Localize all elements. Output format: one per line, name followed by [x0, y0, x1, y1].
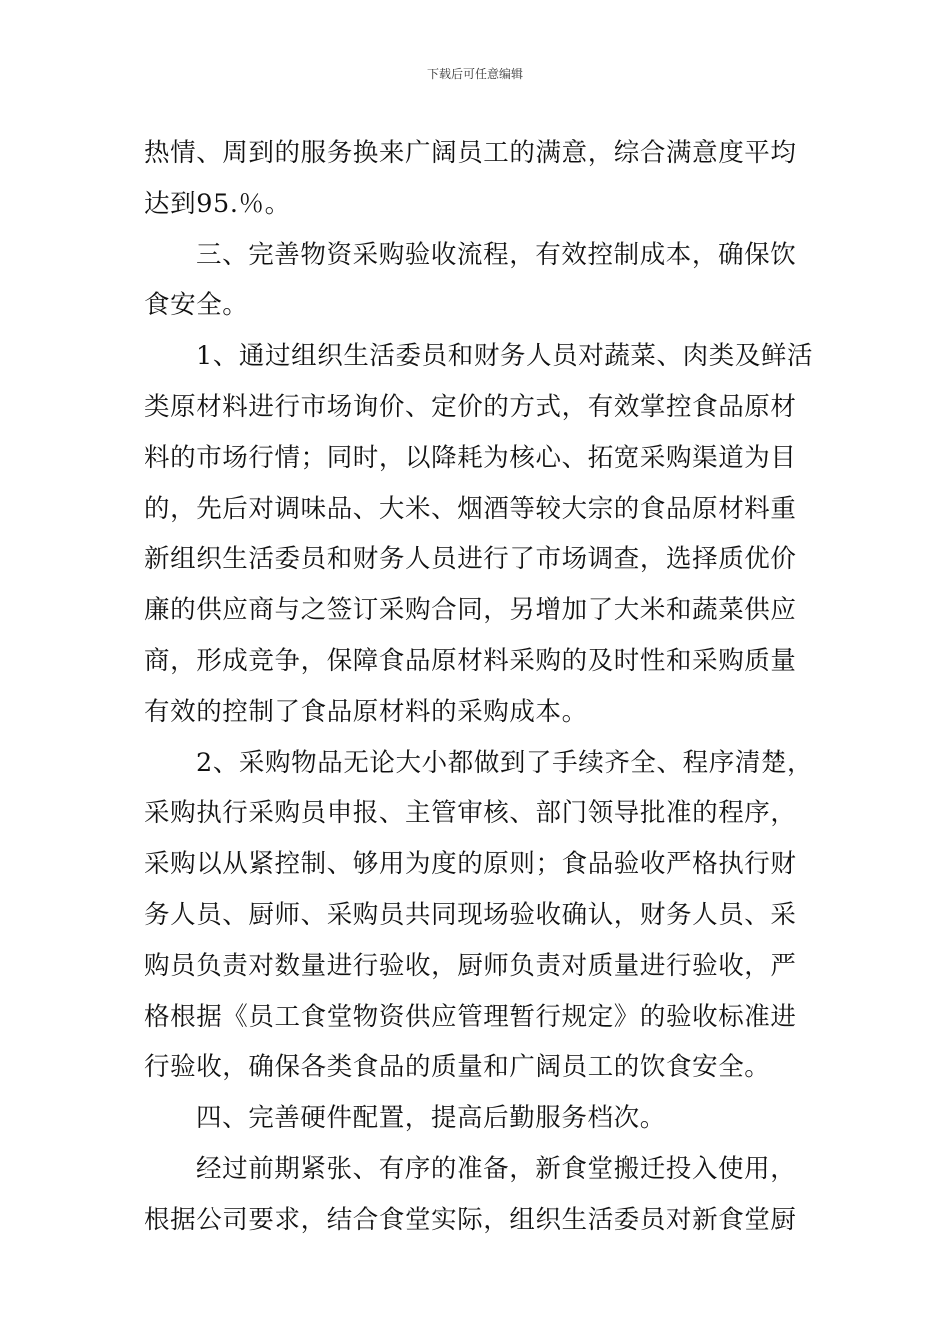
paragraph-5: [144, 1093, 809, 1144]
text-line: 根据公司要求，结合食堂实际，组织生活委员对新食堂厨: [144, 1204, 797, 1235]
text-line: 食安全。: [144, 290, 249, 321]
paragraph-1: [144, 128, 809, 230]
text-line: 购员负责对数量进行验收，厨师负责对质量进行验收，严: [144, 950, 797, 981]
text-line: 的，先后对调味品、大米、烟酒等较大宗的食品原材料重: [144, 493, 797, 524]
text-line: 有效的控制了食品原材料的采购成本。: [144, 696, 588, 727]
paragraph-4: [144, 738, 814, 1094]
text-line: 1、通过组织生活委员和财务人员对蔬菜、肉类及鲜活: [196, 341, 814, 372]
text-line: 务人员、厨师、采购员共同现场验收确认，财务人员、采: [144, 899, 797, 930]
section-heading-three: 三、完善物资采购验收流程，有效控制成本，确保饮: [196, 239, 797, 270]
text-line: 格根据《员工食堂物资供应管理暂行规定》的验收标准进: [144, 1001, 797, 1032]
text-line: 廉的供应商与之签订采购合同，另增加了大米和蔬菜供应: [144, 595, 797, 626]
paragraph-6: [144, 1144, 809, 1246]
text-line: 行验收，确保各类食品的质量和广阔员工的饮食安全。: [144, 1052, 771, 1083]
page-header: 下载后可任意编辑: [426, 67, 523, 81]
text-line: 商，形成竞争，保障食品原材料采购的及时性和采购质量: [144, 645, 797, 676]
paragraph-3: [144, 331, 814, 737]
text-line: 达到95.％。: [144, 188, 291, 219]
text-line: 采购执行采购员申报、主管审核、部门领导批准的程序，: [144, 798, 797, 829]
text-line: 采购以从紧控制、够用为度的原则；食品验收严格执行财: [144, 849, 797, 880]
document-body: [144, 128, 814, 1246]
text-line: 料的市场行情；同时，以降耗为核心、拓宽采购渠道为目: [144, 442, 797, 473]
text-line: 类原材料进行市场询价、定价的方式，有效掌控食品原材: [144, 391, 797, 422]
text-line: 经过前期紧张、有序的准备，新食堂搬迁投入使用，: [196, 1153, 797, 1184]
text-line: 2、采购物品无论大小都做到了手续齐全、程序清楚，: [196, 747, 814, 778]
paragraph-2: [144, 230, 809, 332]
section-heading-four: 四、完善硬件配置，提高后勤服务档次。: [196, 1103, 666, 1134]
text-line: 新组织生活委员和财务人员进行了市场调查，选择质优价: [144, 544, 797, 575]
text-line: 热情、周到的服务换来广阔员工的满意，综合满意度平均: [144, 138, 797, 168]
